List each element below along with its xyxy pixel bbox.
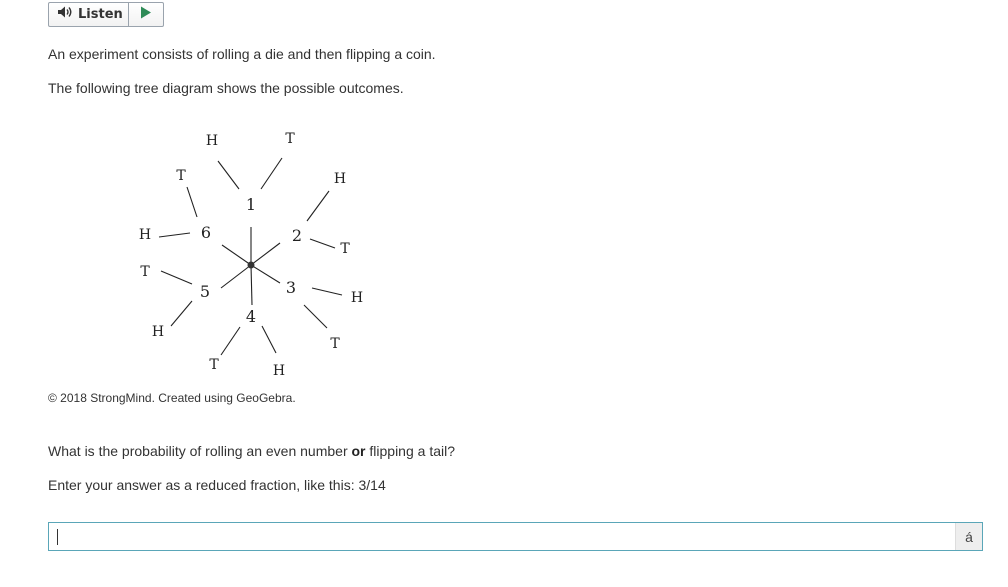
branch-4-t <box>221 327 240 355</box>
die-face-3: 3 <box>285 278 297 297</box>
branch-4-h <box>262 326 276 353</box>
outcome-3-t: T <box>330 336 340 352</box>
speaker-icon <box>57 5 73 24</box>
question-prompt <box>48 443 455 459</box>
die-face-4: 4 <box>245 307 257 326</box>
outcome-6-h: H <box>138 227 152 243</box>
prompt-part-1: What is the probability of rolling an even number <box>48 443 352 459</box>
branch-1-h <box>218 161 239 189</box>
branch-5 <box>221 265 251 288</box>
play-button[interactable] <box>129 3 163 26</box>
die-face-6: 6 <box>200 223 212 242</box>
outcome-2-t: T <box>340 241 350 257</box>
accent-characters-button[interactable]: á <box>955 523 982 550</box>
outcome-1-t: T <box>285 131 295 147</box>
outcome-5-h: H <box>151 324 165 340</box>
text-caret <box>57 529 58 545</box>
branch-5-t <box>161 271 192 284</box>
die-face-5: 5 <box>199 282 211 301</box>
branch-1-t <box>261 158 282 189</box>
branch-3 <box>251 265 280 283</box>
branch-6-h <box>159 233 190 237</box>
answer-field-container <box>48 522 983 551</box>
branch-2-t <box>310 239 335 248</box>
answer-instructions: Enter your answer as a reduced fraction, like this: 3/14 <box>48 477 386 493</box>
copyright-text: © 2018 StrongMind. Created using GeoGebra. <box>48 391 296 405</box>
branch-6 <box>222 245 251 265</box>
branch-3-h <box>312 288 342 295</box>
tree-diagram <box>120 120 380 385</box>
branch-5-h <box>171 301 192 326</box>
diagram-caption: The following tree diagram shows the possible outcomes. <box>48 80 404 96</box>
outcome-5-t: T <box>140 264 150 280</box>
die-face-1: 1 <box>245 195 257 214</box>
listen-button[interactable] <box>49 3 129 26</box>
root-node <box>248 262 255 269</box>
outcome-4-h: H <box>272 363 286 379</box>
branch-4 <box>251 265 252 305</box>
play-icon <box>140 6 152 24</box>
branch-2-h <box>307 191 329 221</box>
outcome-3-h: H <box>350 290 364 306</box>
listen-toolbar <box>48 2 164 27</box>
branch-3-t <box>304 305 327 328</box>
outcome-4-t: T <box>209 357 219 373</box>
die-face-2: 2 <box>291 226 303 245</box>
branch-2 <box>251 243 280 265</box>
branch-6-t <box>187 187 197 217</box>
outcome-2-h: H <box>333 171 347 187</box>
listen-label: Listen <box>78 7 123 22</box>
intro-text: An experiment consists of rolling a die and then flipping a coin. <box>48 46 436 62</box>
prompt-part-2: flipping a tail? <box>365 443 456 459</box>
prompt-bold-or: or <box>351 443 366 459</box>
outcome-6-t: T <box>176 168 186 184</box>
outcome-1-h: H <box>205 133 219 149</box>
answer-input[interactable] <box>49 523 954 550</box>
